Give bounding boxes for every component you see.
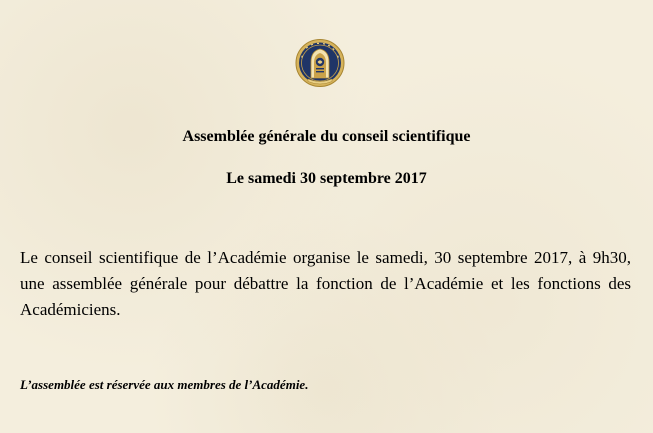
- members-only-note: L’assemblée est réservée aux membres de l’Académie.: [20, 377, 309, 392]
- announcement-date: Le samedi 30 septembre 2017: [226, 170, 427, 187]
- announcement-body: Le conseil scientifique de l’Académie organise le samedi, 30 septembre 2017, à 9h30, une assemblée générale pour débattre la fonction de l’Académie et les fonctions des Académiciens.: [20, 248, 631, 319]
- academy-seal-icon: [294, 38, 346, 88]
- announcement-title: Assemblée générale du conseil scientifique: [182, 128, 471, 145]
